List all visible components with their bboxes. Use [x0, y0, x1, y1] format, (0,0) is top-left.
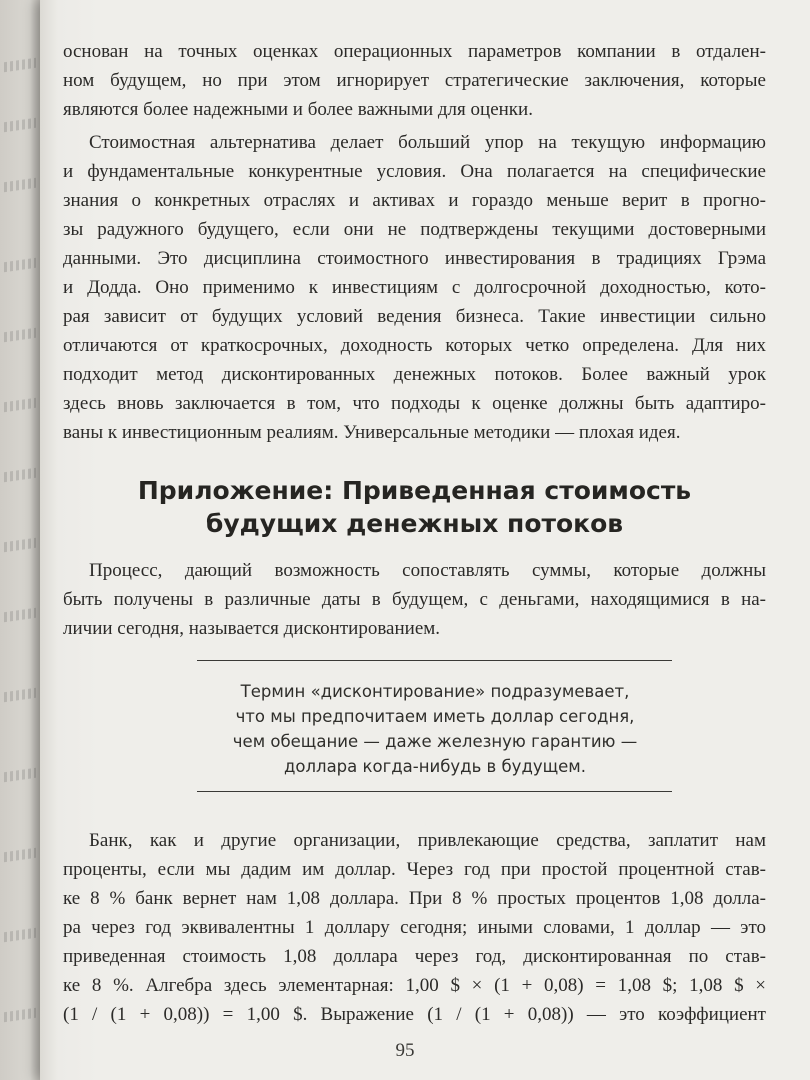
- text-line: рая зависит от будущих условий ведения бизнеса. Такие инвестиции сильно: [63, 306, 766, 327]
- adjacent-page-edge: [0, 0, 40, 1080]
- text-line: являются более надежными и более важными для оценки.: [63, 99, 533, 120]
- text-line: зы радужного будущего, если они не подтверждены текущими достоверными: [63, 219, 766, 240]
- text-line: отличаются от краткосрочных, доходность которых четко определена. Для них: [63, 335, 766, 356]
- text-line: ке 8 % банк вернет нам 1,08 доллара. При 8 % простых процентов 1,08 долла-: [63, 888, 766, 909]
- text-line: ра через год эквивалентны 1 доллару сегодня; иными словами, 1 доллар — это: [63, 917, 766, 938]
- pullquote-top-rule: [197, 660, 672, 661]
- text-line: основан на точных оценках операционных параметров компании в отдален-: [63, 41, 766, 62]
- text-line: здесь вновь заключается в том, что подходы к оценке должны быть адаптиро-: [63, 393, 766, 414]
- text-line: Процесс, дающий возможность сопоставлять суммы, которые должны: [89, 560, 766, 581]
- text-line: проценты, если мы дадим им доллар. Через год при простой процентной став-: [63, 859, 766, 880]
- pullquote: [150, 679, 720, 779]
- section-heading-line: Приложение: Приведенная стоимость: [137, 476, 692, 505]
- text-line: и Додда. Оно применимо к инвестициям с долгосрочной доходностью, кото-: [63, 277, 766, 298]
- text-line: личии сегодня, называется дисконтированием.: [63, 618, 441, 639]
- text-line: ке 8 %. Алгебра здесь элементарная: 1,00 $ × (1 + 0,08) = 1,08 $; 1,08 $ ×: [63, 975, 766, 996]
- text-line: данными. Это дисциплина стоимостного инвестирования в традициях Грэма: [63, 248, 766, 269]
- pullquote-bottom-rule: [197, 791, 672, 792]
- pullquote-line: Термин «дисконтирование» подразумевает,: [240, 682, 630, 701]
- page-number: 95: [395, 1040, 415, 1061]
- section-heading-line: будущих денежных потоков: [205, 509, 624, 538]
- pullquote-line: что мы предпочитаем иметь доллар сегодня,: [235, 707, 635, 726]
- text-line: и фундаментальные конкурентные условия. Она полагается на специфические: [63, 161, 766, 182]
- text-line: Стоимостная альтернатива делает больший упор на текущую информацию: [89, 132, 766, 153]
- pullquote-line: чем обещание — даже железную гарантию —: [232, 732, 638, 751]
- text-line: (1 / (1 + 0,08)) = 1,00 $. Выражение (1 / (1 + 0,08)) — это коэффициент: [63, 1004, 766, 1025]
- text-line: подходит метод дисконтированных денежных потоков. Более важный урок: [63, 364, 766, 385]
- text-line: быть получены в различные даты в будущем, с деньгами, находящимися в на-: [63, 589, 766, 610]
- text-line: ваны к инвестиционным реалиям. Универсальные методики — плохая идея.: [63, 422, 681, 443]
- text-line: Банк, как и другие организации, привлекающие средства, заплатит нам: [89, 830, 766, 851]
- text-line: приведенная стоимость 1,08 доллара через год, дисконтированная по став-: [63, 946, 766, 967]
- text-line: знания о конкретных отраслях и активах и гораздо меньше верит в прогно-: [63, 190, 766, 211]
- text-line: ном будущем, но при этом игнорирует стратегические заключения, которые: [63, 70, 766, 91]
- pullquote-line: доллара когда-нибудь в будущем.: [283, 757, 587, 776]
- section-heading: [63, 474, 766, 540]
